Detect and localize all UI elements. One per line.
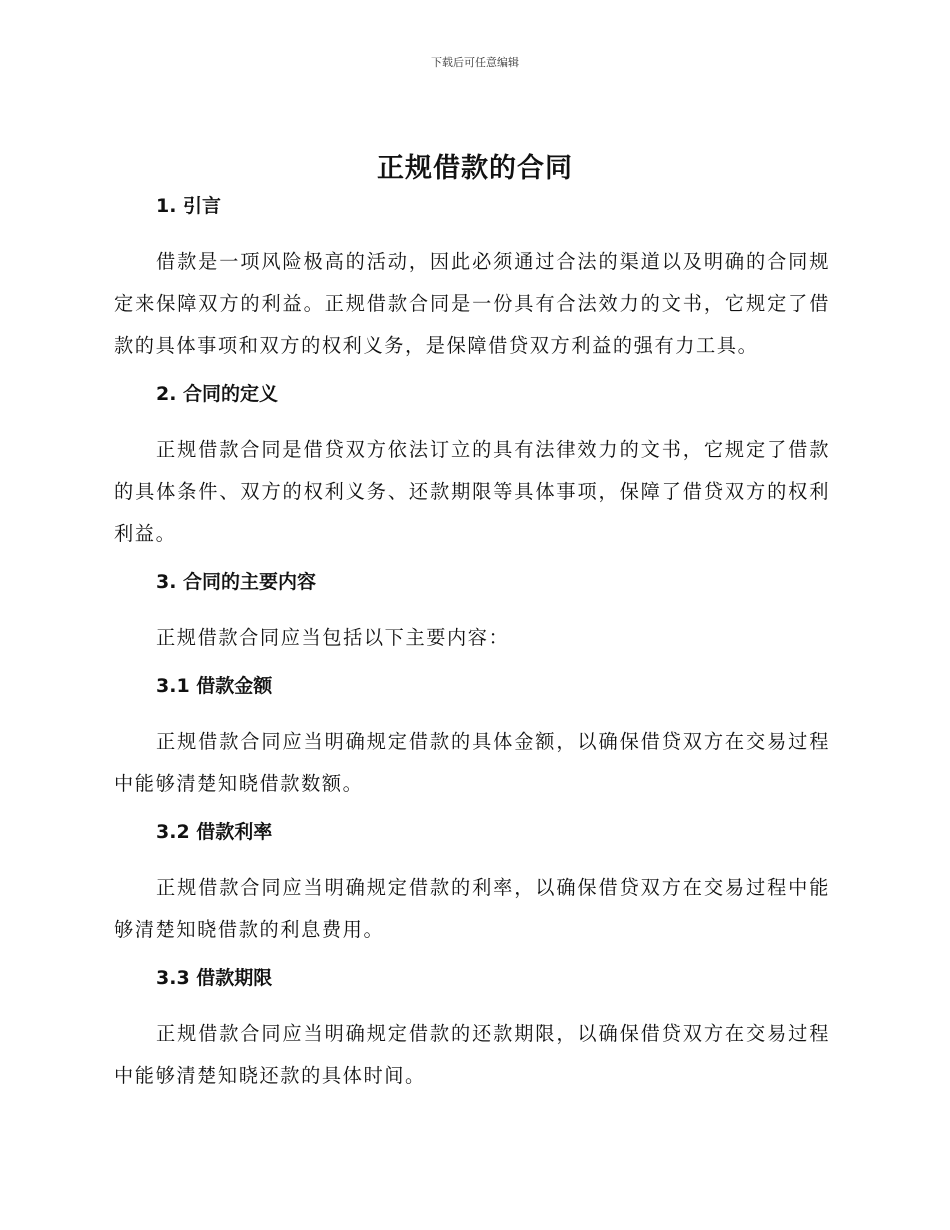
section-paragraph-loan-term: 正规借款合同应当明确规定借款的还款期限，以确保借贷双方在交易过程中能够清楚知晓还款的具体时间。 bbox=[114, 1022, 830, 1087]
section-heading-introduction: 1. 引言 bbox=[156, 195, 222, 217]
section-heading-loan-term: 3.3 借款期限 bbox=[156, 967, 273, 989]
section-heading-loan-amount: 3.1 借款金额 bbox=[156, 675, 273, 697]
section-heading-main-content: 3. 合同的主要内容 bbox=[156, 571, 317, 593]
document-body bbox=[114, 192, 830, 1097]
section-heading-loan-rate: 3.2 借款利率 bbox=[156, 821, 273, 843]
section-paragraph-main-content: 正规借款合同应当包括以下主要内容： bbox=[156, 626, 510, 649]
section-paragraph-introduction: 借款是一项风险极高的活动，因此必须通过合法的渠道以及明确的合同规定来保障双方的利益。正规借款合同是一份具有合法效力的文书，它规定了借款的具体事项和双方的权利义务，是保障借贷双方利益的强有力工具。 bbox=[114, 250, 830, 357]
section-paragraph-loan-rate: 正规借款合同应当明确规定借款的利率，以确保借贷双方在交易过程中能够清楚知晓借款的利息费用。 bbox=[114, 876, 830, 941]
document-title: 正规借款的合同 bbox=[377, 153, 573, 184]
section-paragraph-loan-amount: 正规借款合同应当明确规定借款的具体金额，以确保借贷双方在交易过程中能够清楚知晓借款数额。 bbox=[114, 730, 830, 795]
section-heading-definition: 2. 合同的定义 bbox=[156, 383, 279, 405]
section-paragraph-definition: 正规借款合同是借贷双方依法订立的具有法律效力的文书，它规定了借款的具体条件、双方的权利义务、还款期限等具体事项，保障了借贷双方的权利利益。 bbox=[114, 438, 830, 545]
page-header-note: 下载后可任意编辑 bbox=[431, 56, 519, 69]
